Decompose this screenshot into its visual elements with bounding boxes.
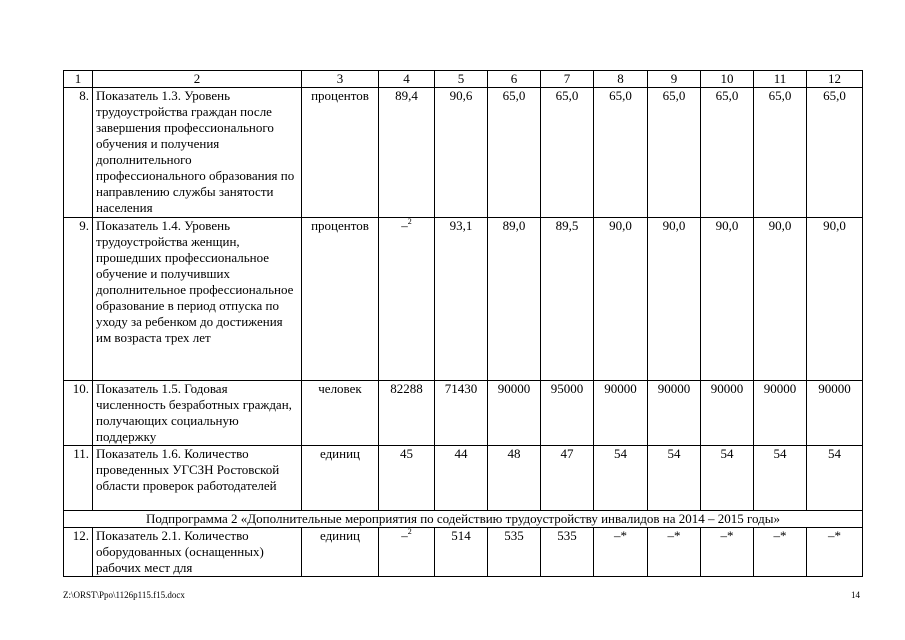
unit-cell: процентов [302,218,379,381]
footnote-mark: 2 [407,217,412,226]
value-cell: 65,0 [807,88,863,218]
value-cell: 89,0 [488,218,541,381]
header-cell: 4 [379,71,435,88]
value-cell: 90000 [754,381,807,446]
subprogram-row [64,511,863,528]
value-cell: 514 [435,528,488,577]
page-number: 14 [851,590,860,600]
header-row [64,71,863,88]
indicator-label: Показатель 1.6. Количество проведенных УГСЗН Ростовской области проверок работодателей [93,446,302,511]
value-text: 45 [400,446,413,461]
value-cell: 90000 [648,381,701,446]
row-number: 9. [64,218,93,381]
table-row [64,381,863,446]
value-cell: 47 [541,446,594,511]
value-cell: 90,0 [701,218,754,381]
value-cell: 535 [541,528,594,577]
header-cell: 6 [488,71,541,88]
value-cell: 65,0 [541,88,594,218]
value-cell: 65,0 [701,88,754,218]
value-cell: 48 [488,446,541,511]
value-cell [379,218,435,381]
value-cell: 54 [754,446,807,511]
value-text: – [401,218,408,233]
indicator-label: Показатель 1.5. Годовая численность безработных граждан, получающих социальную поддержку [93,381,302,446]
value-cell: 54 [807,446,863,511]
value-cell: 54 [648,446,701,511]
row-number: 10. [64,381,93,446]
header-cell: 12 [807,71,863,88]
header-cell: 3 [302,71,379,88]
value-cell [379,528,435,577]
unit-cell: единиц [302,528,379,577]
indicator-label: Показатель 2.1. Количество оборудованных (оснащенных) рабочих мест для [93,528,302,577]
footnote-mark: 2 [407,527,412,536]
value-cell: 90,0 [754,218,807,381]
value-text: 82288 [390,381,423,396]
header-cell: 9 [648,71,701,88]
value-cell: 65,0 [754,88,807,218]
value-cell: –* [807,528,863,577]
unit-cell: человек [302,381,379,446]
value-cell: 44 [435,446,488,511]
row-number: 8. [64,88,93,218]
value-cell: 54 [594,446,648,511]
table-row [64,88,863,218]
value-cell: 54 [701,446,754,511]
value-cell: –* [648,528,701,577]
value-cell: 90000 [594,381,648,446]
subprogram-title: Подпрограмма 2 «Дополнительные мероприятия по содействию трудоустройству инвалидов на 2014 – 2015 годы» [64,511,863,528]
value-text: – [401,528,408,543]
value-cell: 65,0 [488,88,541,218]
unit-cell: единиц [302,446,379,511]
value-cell: 535 [488,528,541,577]
header-cell: 11 [754,71,807,88]
value-cell: 65,0 [594,88,648,218]
header-cell: 8 [594,71,648,88]
value-cell: –* [754,528,807,577]
table-row [64,528,863,577]
value-cell: 90,6 [435,88,488,218]
indicators-table [63,70,863,577]
indicator-label: Показатель 1.4. Уровень трудоустройства женщин, прошедших профессиональное обучение и получивших дополнительное профессиональное образование в период отпуска по уходу за ребенком до достижения им возраста трех лет [93,218,302,381]
row-number: 11. [64,446,93,511]
value-cell: –* [701,528,754,577]
table-row [64,446,863,511]
value-cell: 90000 [488,381,541,446]
header-cell: 1 [64,71,93,88]
value-text: 89,4 [395,88,418,103]
value-cell: 90,0 [648,218,701,381]
unit-cell: процентов [302,88,379,218]
value-cell: 93,1 [435,218,488,381]
header-cell: 10 [701,71,754,88]
value-cell: 71430 [435,381,488,446]
row-number: 12. [64,528,93,577]
indicator-label: Показатель 1.3. Уровень трудоустройства граждан после завершения профессионального обучения и получения дополнительного профессионального образования по направлению службы занятости населения [93,88,302,218]
table-row [64,218,863,381]
value-cell: 90,0 [594,218,648,381]
value-cell: 95000 [541,381,594,446]
value-cell: 90,0 [807,218,863,381]
value-cell: 90000 [701,381,754,446]
header-cell: 7 [541,71,594,88]
value-cell: –* [594,528,648,577]
value-cell [379,446,435,511]
header-cell: 2 [93,71,302,88]
value-cell: 90000 [807,381,863,446]
header-cell: 5 [435,71,488,88]
value-cell: 89,5 [541,218,594,381]
value-cell: 65,0 [648,88,701,218]
footer-file-path: Z:\ORST\Ppo\1126p115.f15.docx [63,590,185,600]
value-cell [379,381,435,446]
value-cell [379,88,435,218]
